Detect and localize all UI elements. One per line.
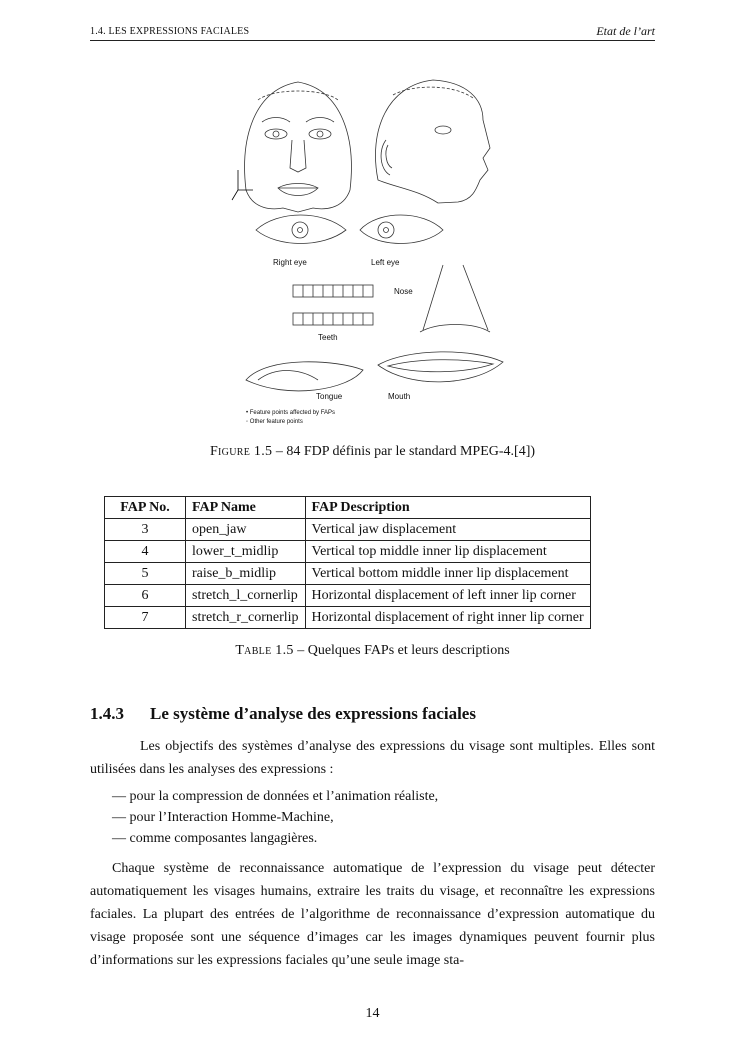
running-header: [90, 24, 655, 41]
col-fap-no: FAP No.: [105, 497, 186, 519]
table-caption-text: – Quelques FAPs et leurs descriptions: [293, 643, 510, 658]
table-row: 3 open_jaw Vertical jaw displacement: [105, 519, 591, 541]
fap-table: [104, 496, 591, 629]
body-paragraph: Chaque système de reconnaissance automatique de l’expression du visage peut détecter automatiquement les visages humains, extraire les traits du visage, et reconnaître les expressions faciales. La plupart des entrées de l’algorithme de reconnaissance d’expression automatique du visage proposée sont une séquence d’images car les images dynamiques peuvent fournir plus d’informations sur les expressions faciales qu’une seule image sta-: [90, 861, 655, 968]
teeth-diagram: [293, 285, 373, 342]
teeth-label: Teeth: [318, 333, 338, 342]
mouth-label: Mouth: [388, 392, 411, 401]
front-face-diagram: [232, 82, 351, 212]
section-title: Le système d’analyse des expressions faciales: [150, 704, 476, 723]
col-fap-description: FAP Description: [305, 497, 590, 519]
legend-other: ◦ Other feature points: [246, 419, 303, 425]
nose-label: Nose: [394, 287, 413, 296]
section-heading: [90, 704, 476, 724]
header-section: 1.4. LES EXPRESSIONS FACIALES: [90, 26, 250, 37]
table-caption: [0, 643, 745, 659]
page-number: 14: [365, 1006, 380, 1021]
profile-face-diagram: [375, 80, 490, 203]
figure-caption-text: – 84 FDP définis par le standard MPEG-4.[4]): [272, 444, 536, 459]
table-row: 7 stretch_r_cornerlip Horizontal displacement of right inner lip corner: [105, 607, 591, 629]
figure-caption: [0, 444, 745, 460]
figure-caption-prefix: Figure 1.5: [209, 444, 273, 459]
col-fap-name: FAP Name: [186, 497, 306, 519]
list-item: — pour l’Interaction Homme-Machine,: [112, 807, 438, 828]
table-row: 5 raise_b_midlip Vertical bottom middle inner lip displacement: [105, 563, 591, 585]
tongue-label: Tongue: [316, 392, 343, 401]
section-number: 1.4.3: [90, 704, 124, 723]
list-item: — pour la compression de données et l’animation réaliste,: [112, 786, 438, 807]
table-row: 4 lower_t_midlip Vertical top middle inner lip displacement: [105, 541, 591, 563]
right-eye-label: Right eye: [273, 258, 307, 267]
list-item: — comme composantes langagières.: [112, 828, 438, 849]
table-caption-prefix: Table 1.5: [235, 643, 294, 658]
table-header-row: [105, 497, 591, 519]
header-chapter: Etat de l’art: [596, 24, 655, 38]
table-row: 6 stretch_l_cornerlip Horizontal displacement of left inner lip corner: [105, 585, 591, 607]
legend-affected: • Feature points affected by FAPs: [246, 410, 336, 416]
fdp-figure: [228, 70, 518, 430]
intro-paragraph: Les objectifs des systèmes d’analyse des expressions du visage sont multiples. Elles sont utilisées dans les analyses des expressions :: [90, 739, 655, 777]
tongue-diagram: [246, 362, 363, 401]
nose-diagram: [394, 265, 490, 332]
bullet-list: [112, 786, 438, 849]
mouth-diagram: [378, 352, 503, 401]
left-eye-label: Left eye: [371, 258, 400, 267]
eyes-diagram: [256, 215, 443, 267]
